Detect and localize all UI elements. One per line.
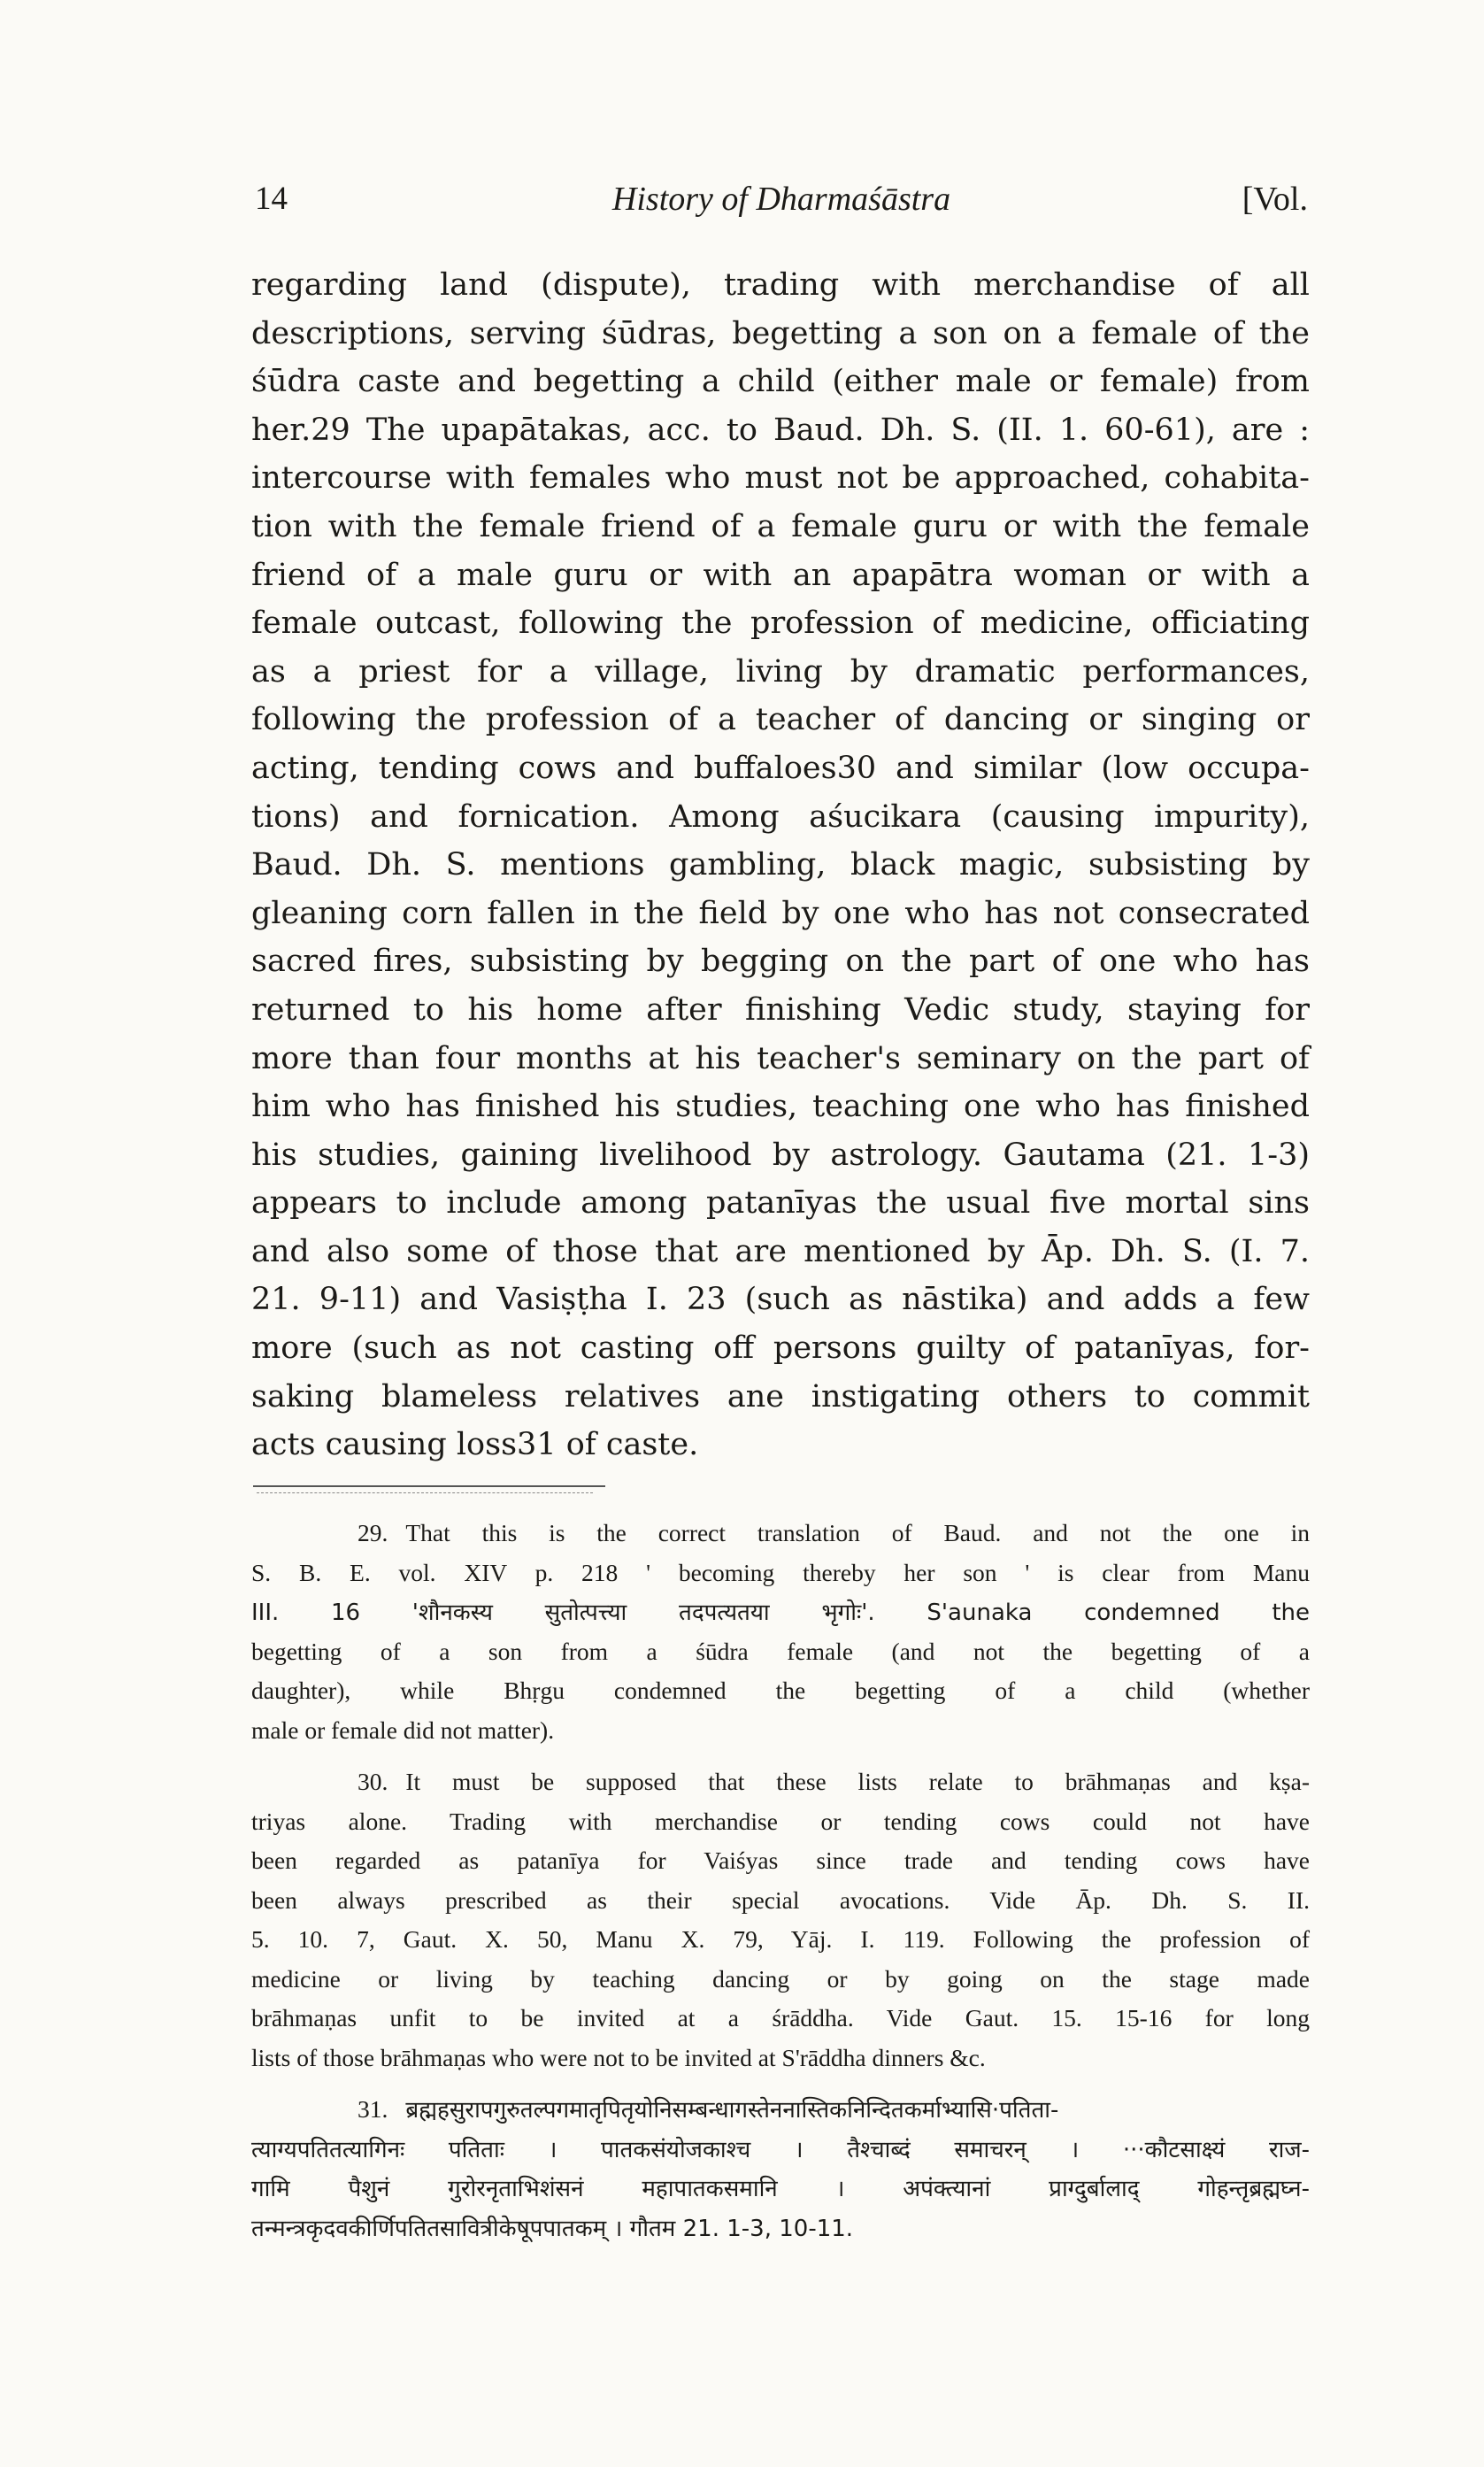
footnote-line — [251, 1514, 1310, 1553]
footnote-line — [251, 1999, 1310, 2039]
footnote-number: 30. — [358, 1768, 388, 1795]
body-line: tions) and fornication. Among aśucikara (causing impurity), — [251, 798, 1310, 835]
footnote-text: तन्मन्त्रकृदवकीर्णिपतितसावित्रीकेषूपपातकम् । गौतम 21. 1-3, 10-11. — [251, 2215, 854, 2242]
body-line: female outcast, following the profession of medicine, officiating — [251, 605, 1310, 642]
footnote-line — [251, 1632, 1310, 1672]
footnote-text: been regarded as patanīya for Vaiśyas since trade and tending cows have — [251, 1846, 1310, 1874]
footnote-3 — [251, 2090, 1310, 2247]
body-line: regarding land (dispute), trading with merchandise of all — [251, 267, 1310, 303]
footnote-text: 5. 10. 7, Gaut. X. 50, Manu X. 79, Yāj. I. 119. Following the profession of — [251, 1925, 1310, 1953]
body-line: saking blameless relatives ane instigating others to commit — [251, 1378, 1310, 1415]
footnote-line — [251, 1711, 1310, 1751]
footnote-line — [251, 2169, 1310, 2209]
body-line: śūdra caste and begetting a child (either male or female) from — [251, 364, 1310, 400]
body-line: more (such as not casting off persons guilty of patanīyas, for- — [251, 1330, 1310, 1367]
body-line: following the profession of a teacher of dancing or singing or — [251, 702, 1310, 738]
body-line: and also some of those that are mentioned by Āp. Dh. S. (I. 7. — [251, 1233, 1310, 1269]
footnote-separator — [253, 1485, 605, 1487]
page-number: 14 — [255, 181, 288, 217]
footnote-number: 31. — [358, 2095, 388, 2123]
body-line: gleaning corn fallen in the field by one who has not consecrated — [251, 895, 1310, 931]
footnote-line — [251, 2209, 1310, 2248]
main-text — [251, 261, 1310, 1469]
volume-mark: [Vol. — [1242, 181, 1308, 218]
footnote-line — [251, 1920, 1310, 1960]
body-line: sacred fires, subsisting by begging on the part of one who has — [251, 944, 1310, 980]
footnote-text: triyas alone. Trading with merchandise or tending cows could not have — [251, 1807, 1310, 1835]
running-header — [255, 180, 1308, 233]
body-line: acts causing loss31 of caste. — [251, 1427, 699, 1463]
footnote-line — [251, 1881, 1310, 1921]
footnote-line — [251, 1762, 1310, 1802]
footnote-line — [251, 1960, 1310, 2000]
footnote-line — [251, 1553, 1310, 1593]
footnote-text: male or female did not matter). — [251, 1715, 555, 1744]
body-line: her.29 The upapātakas, acc. to Baud. Dh. S. (II. 1. 60-61), are : — [251, 412, 1310, 448]
body-line: Baud. Dh. S. mentions gambling, black magic, subsisting by — [251, 847, 1310, 883]
footnote-separator-dashed — [257, 1492, 593, 1493]
footnote-text: been always prescribed as their special avocations. Vide Āp. Dh. S. II. — [251, 1885, 1310, 1914]
footnote-text: III. 16 'शौनकस्य सुतोत्पत्त्या तदपत्यतया भृगोः'. S'aunaka condemned the — [251, 1600, 1310, 1626]
footnote-line — [251, 1802, 1310, 1842]
body-line: returned to his home after finishing Vedic study, staying for — [251, 991, 1310, 1028]
body-line: his studies, gaining livelihood by astrology. Gautama (21. 1-3) — [251, 1137, 1310, 1173]
body-line: acting, tending cows and buffaloes30 and similar (low occupa- — [251, 750, 1310, 786]
footnote-text: begetting of a son from a śūdra female (and not the begetting of a — [251, 1637, 1310, 1665]
body-line: intercourse with females who must not be approached, cohabita- — [251, 460, 1310, 497]
footnote-text: ब्रह्महसुरापगुरुतल्पगमातृपितृयोनिसम्बन्धागस्तेननास्तिकनिन्दितकर्माभ्यासि·पतिता- — [405, 2097, 1059, 2124]
footnote-text: गामि पैशुनं गुरोरनृताभिशंसनं महापातकसमानि । अपंक्त्यानां प्राग्दुर्बालाद् गोहन्तृब्रह्मघ्न- — [251, 2176, 1310, 2202]
body-line: more than four months at his teacher's seminary on the part of — [251, 1040, 1310, 1076]
footnote-text: S. B. E. vol. XIV p. 218 ' becoming thereby her son ' is clear from Manu — [251, 1558, 1310, 1586]
running-title: History of Dharmaśāstra — [611, 181, 951, 218]
footnote-line — [251, 2090, 1310, 2130]
footnotes — [251, 1514, 1310, 2260]
footnote-number: 29. — [358, 1519, 388, 1546]
footnote-text: brāhmaṇas unfit to be invited at a śrāddha. Vide Gaut. 15. 15-16 for long — [251, 2004, 1310, 2031]
footnote-text: medicine or living by teaching dancing or by going on the stage made — [251, 1964, 1310, 1993]
footnote-line — [251, 2130, 1310, 2170]
body-line: tion with the female friend of a female guru or with the female — [251, 508, 1310, 544]
footnote-text: त्याग्यपतितत्यागिनः पतिताः । पातकसंयोजकाश्च । तैश्चाब्दं समाचरन् । ···कौटसाक्ष्यं राज- — [251, 2136, 1310, 2163]
footnote-text: It must be supposed that these lists relate to brāhmaṇas and kṣa- — [405, 1768, 1310, 1795]
footnote-line — [251, 1671, 1310, 1711]
footnote-line — [251, 2039, 1310, 2078]
body-line: 21. 9-11) and Vasiṣṭha I. 23 (such as nāstika) and adds a few — [251, 1282, 1310, 1318]
body-line: descriptions, serving śūdras, begetting a son on a female of the — [251, 315, 1310, 351]
footnote-text: lists of those brāhmaṇas who were not to be invited at S'rāddha dinners &c. — [251, 2043, 986, 2071]
footnote-line — [251, 1592, 1310, 1632]
footnote-text: daughter), while Bhṛgu condemned the begetting of a child (whether — [251, 1677, 1310, 1704]
body-line: appears to include among patanīyas the usual five mortal sins — [251, 1185, 1310, 1222]
footnote-text: That this is the correct translation of Baud. and not the one in — [405, 1519, 1310, 1546]
footnote-1 — [251, 1514, 1310, 1750]
body-line: friend of a male guru or with an apapātra woman or with a — [251, 557, 1310, 593]
body-line: him who has finished his studies, teaching one who has finished — [251, 1089, 1310, 1125]
body-line: as a priest for a village, living by dramatic performances, — [251, 653, 1310, 690]
footnote-line — [251, 1841, 1310, 1881]
footnote-2 — [251, 1762, 1310, 2078]
